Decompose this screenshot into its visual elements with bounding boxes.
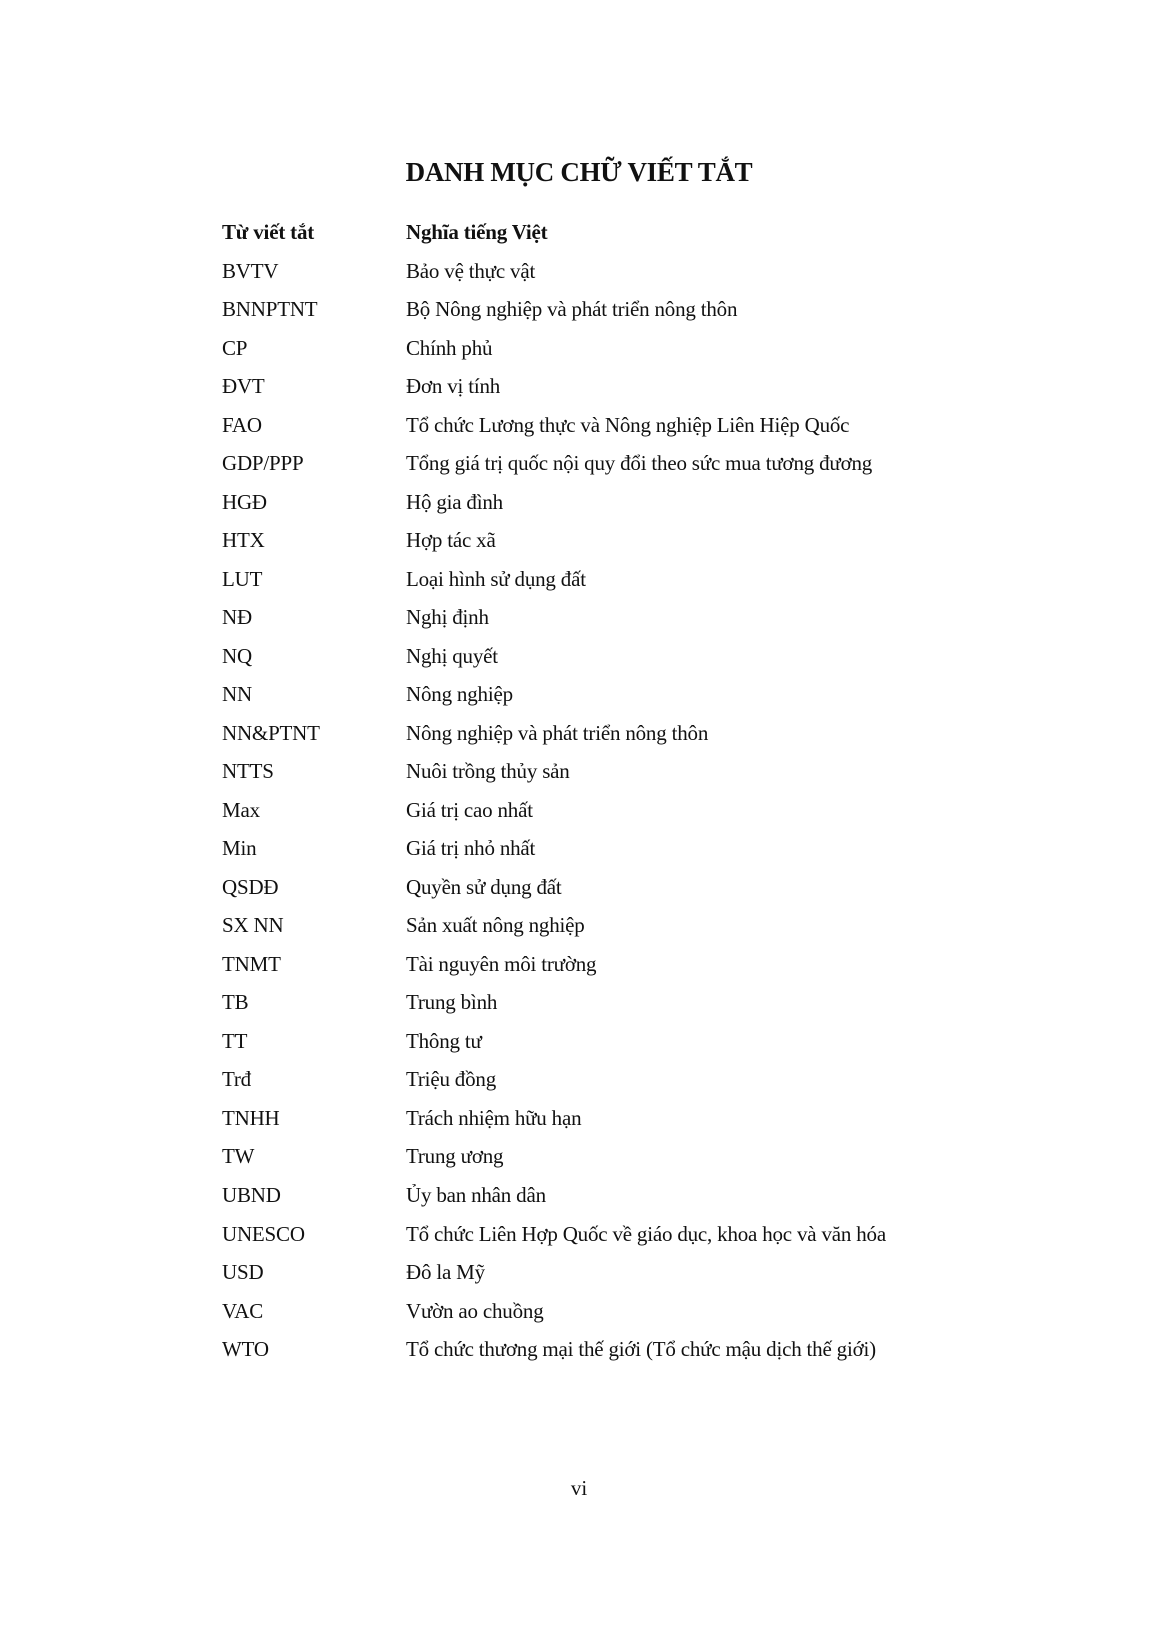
abbreviation: TB (222, 990, 249, 1015)
abbreviation: TNHH (222, 1105, 280, 1130)
abbreviation: NN (222, 682, 252, 707)
abbreviation: Trđ (222, 1067, 251, 1092)
meaning: Chính phủ (406, 335, 493, 360)
abbreviation: BVTV (222, 258, 279, 283)
meaning: Nuôi trồng thủy sản (406, 759, 570, 784)
meaning: Tổ chức Lương thực và Nông nghiệp Liên Hiệp Quốc (406, 412, 850, 437)
meaning: Triệu đồng (406, 1067, 496, 1092)
page-number: vi (570, 1476, 588, 1500)
page-title: DANH MỤC CHỮ VIẾT TẮT (405, 157, 753, 187)
abbreviation: UNESCO (222, 1221, 305, 1246)
header-meaning: Nghĩa tiếng Việt (406, 220, 548, 244)
abbreviation: CP (222, 335, 248, 360)
meaning: Tổ chức Liên Hợp Quốc về giáo dục, khoa học và văn hóa (406, 1221, 886, 1246)
meaning: Bộ Nông nghiệp và phát triển nông thôn (406, 297, 738, 322)
meaning: Bảo vệ thực vật (406, 258, 536, 283)
abbreviation: QSDĐ (222, 874, 279, 899)
abbreviation: GDP/PPP (222, 451, 304, 476)
abbreviation: FAO (222, 412, 262, 437)
meaning: Vườn ao chuồng (406, 1298, 544, 1323)
meaning: Nông nghiệp và phát triển nông thôn (406, 720, 709, 745)
meaning: Ủy ban nhân dân (406, 1183, 546, 1207)
abbreviation: NN&PTNT (222, 720, 320, 745)
abbreviation: Min (222, 836, 257, 861)
meaning: Hợp tác xã (406, 528, 496, 553)
meaning: Thông tư (406, 1028, 482, 1053)
meaning: Nghị định (406, 605, 489, 630)
meaning: Đô la Mỹ (406, 1260, 485, 1285)
abbreviation: WTO (222, 1337, 269, 1362)
meaning: Đơn vị tính (406, 374, 501, 399)
meaning: Sản xuất nông nghiệp (406, 913, 585, 938)
abbreviation: SX NN (222, 913, 284, 938)
abbreviation: UBND (222, 1183, 281, 1207)
abbreviation: NĐ (222, 605, 252, 630)
meaning: Loại hình sử dụng đất (406, 566, 586, 591)
meaning: Giá trị nhỏ nhất (406, 836, 536, 861)
header-abbreviation: Từ viết tắt (222, 220, 315, 244)
meaning: Tài nguyên môi trường (406, 951, 597, 976)
abbreviation: HGĐ (222, 489, 267, 514)
abbreviation: USD (222, 1260, 264, 1285)
meaning: Trung ương (406, 1144, 504, 1169)
meaning: Trách nhiệm hữu hạn (406, 1105, 582, 1130)
abbreviation: VAC (222, 1298, 264, 1323)
meaning: Giá trị cao nhất (406, 797, 533, 822)
abbreviation: TT (222, 1028, 248, 1053)
abbreviation: TW (222, 1144, 255, 1169)
abbreviation: HTX (222, 528, 265, 553)
meaning: Quyền sử dụng đất (406, 874, 562, 899)
meaning: Hộ gia đình (406, 489, 503, 514)
abbreviation: NTTS (222, 759, 274, 784)
meaning: Nghị quyết (406, 643, 498, 668)
abbreviation: LUT (222, 566, 263, 591)
meaning: Nông nghiệp (406, 682, 513, 707)
meaning: Tổ chức thương mại thế giới (Tổ chức mậu dịch thế giới) (406, 1337, 876, 1362)
meaning: Trung bình (406, 990, 498, 1015)
meaning: Tổng giá trị quốc nội quy đổi theo sức mua tương đương (406, 451, 873, 476)
abbreviation: NQ (222, 643, 252, 668)
abbreviation: Max (222, 797, 260, 822)
abbreviation: ĐVT (222, 374, 265, 399)
abbreviation: BNNPTNT (222, 297, 318, 322)
abbreviation: TNMT (222, 951, 281, 976)
